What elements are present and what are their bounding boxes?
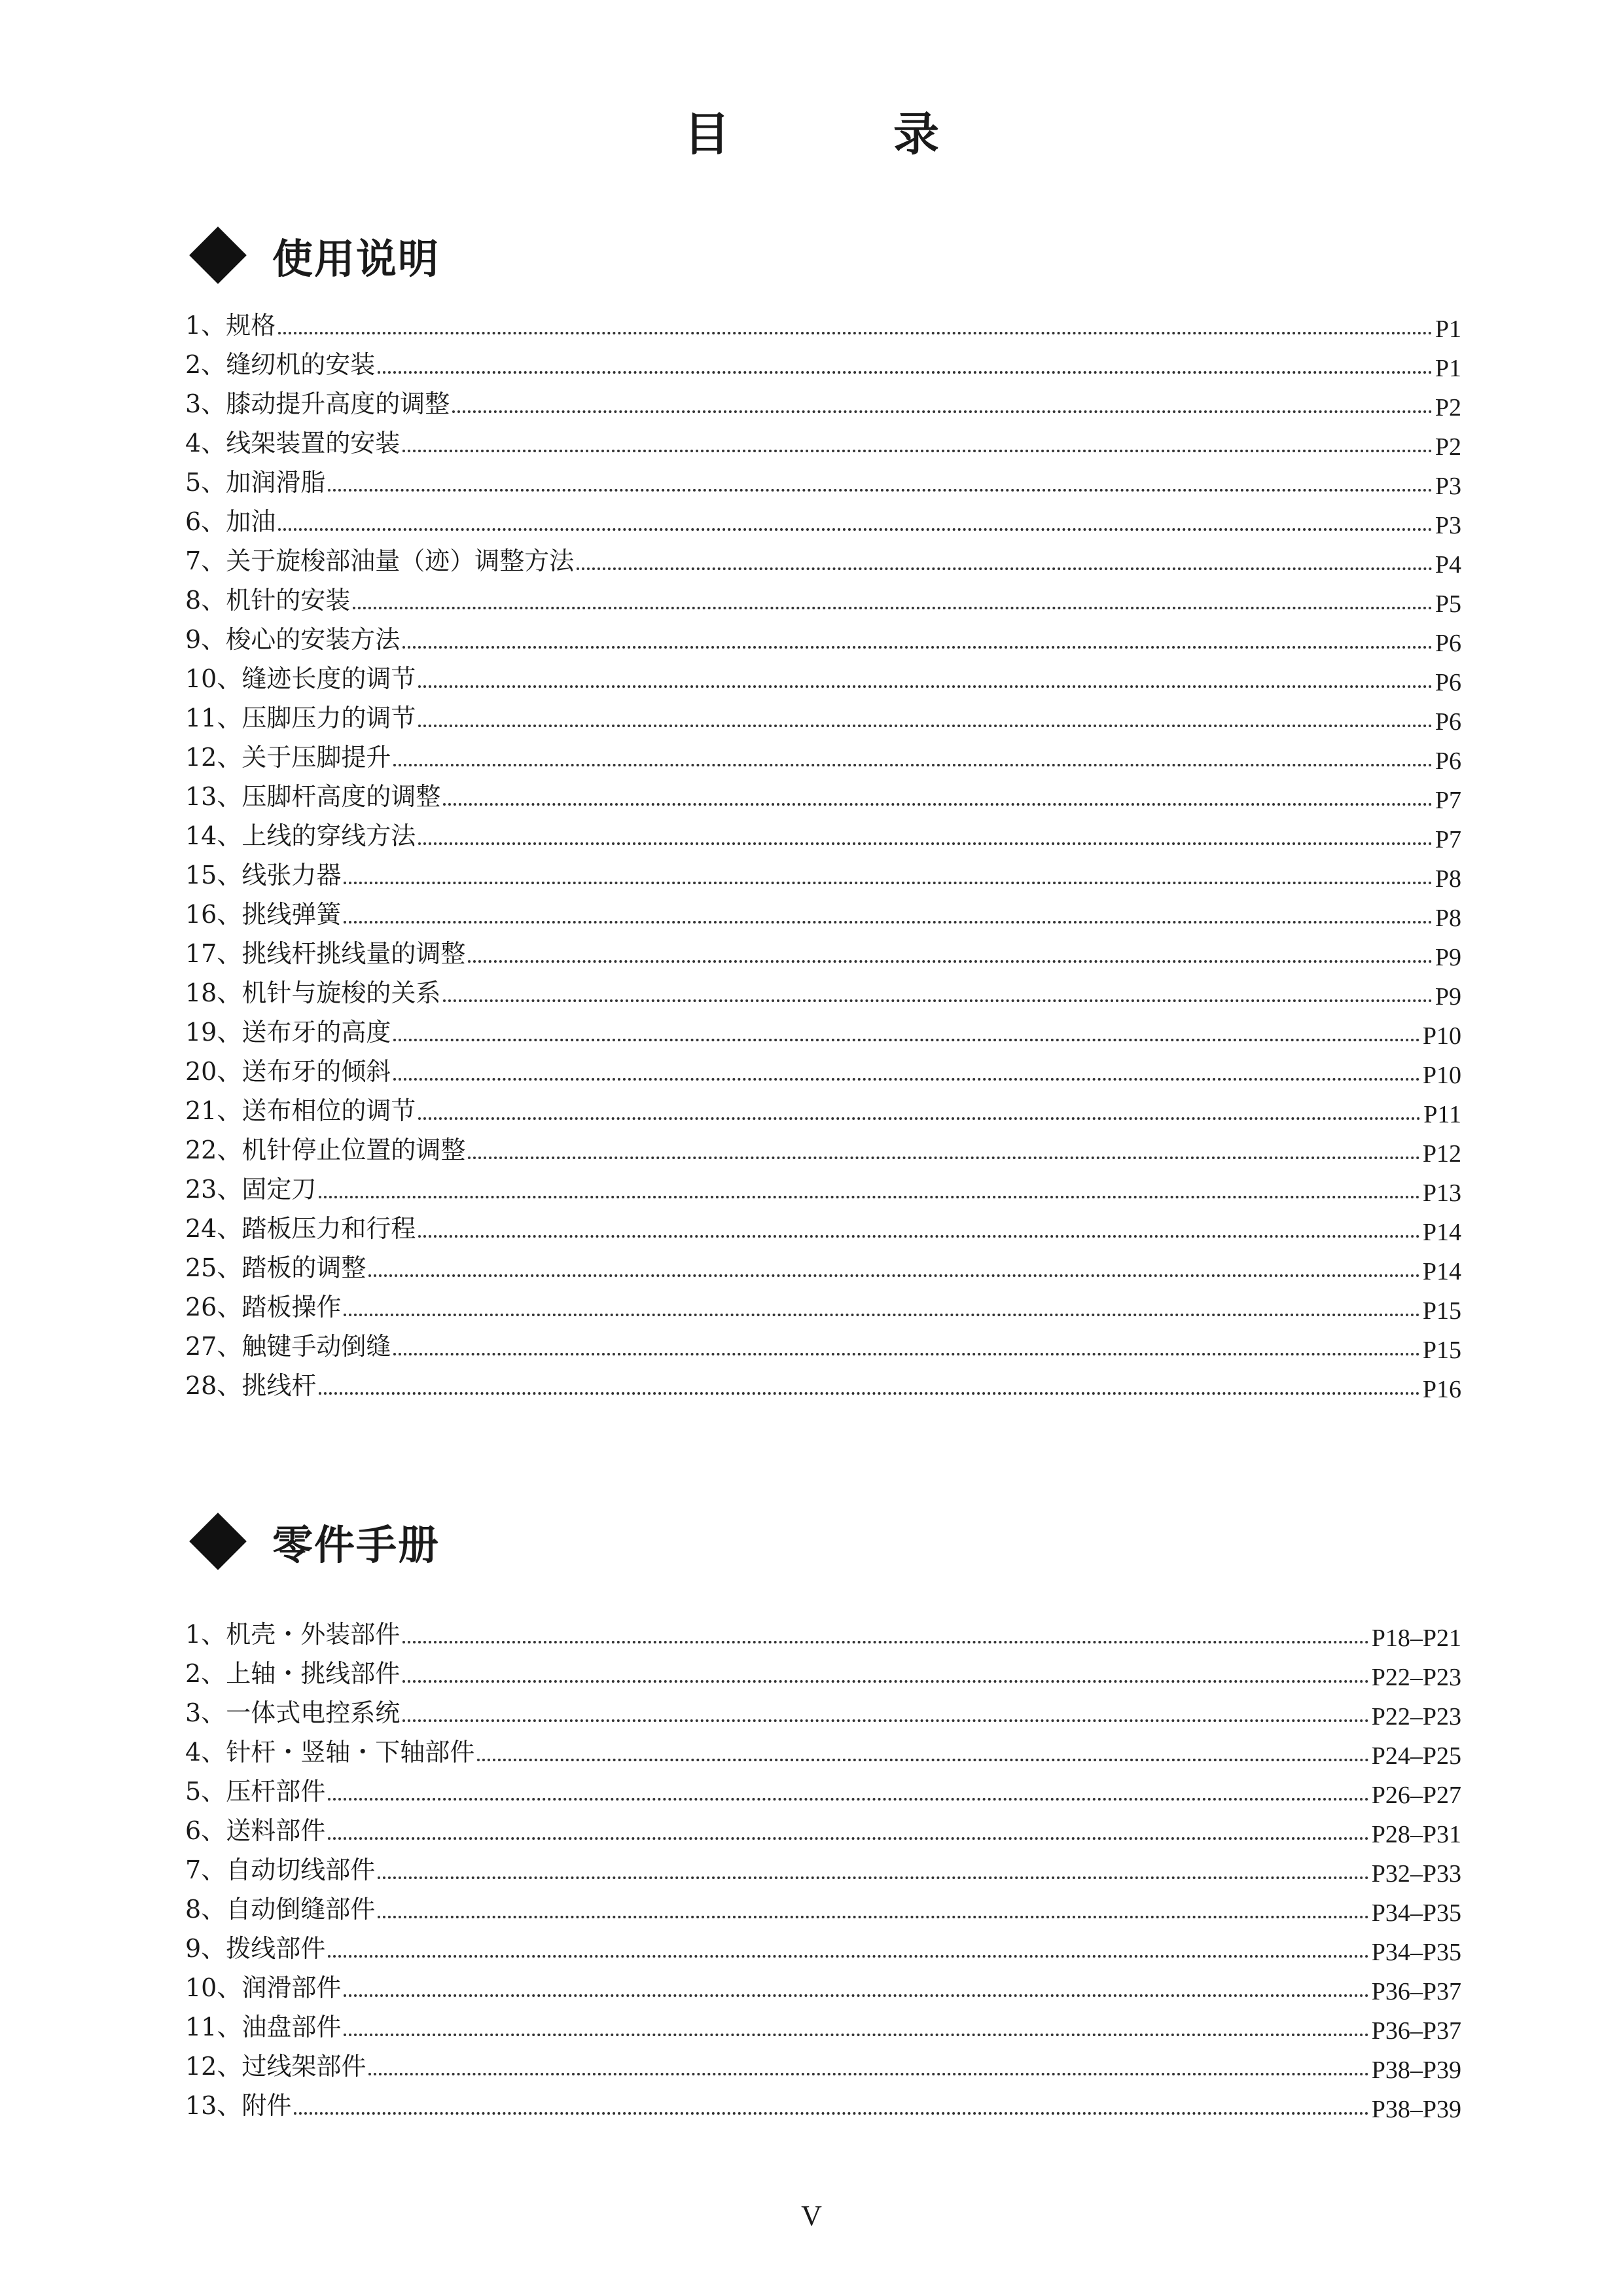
entry-title: 缝纫机的安装 [226, 350, 376, 379]
entry-page-ref: P22–P23 [1371, 1664, 1461, 1691]
entry-number: 26、 [185, 1293, 242, 1321]
toc-entry [185, 2003, 1461, 2045]
entry-page-ref: P11 [1423, 1101, 1461, 1128]
entry-title: 加润滑脂 [226, 468, 326, 497]
entry-page-ref: P9 [1435, 944, 1461, 971]
entry-title: 上轴・挑线部件 [226, 1659, 401, 1688]
entry-page-ref: P2 [1435, 394, 1461, 422]
entry-number: 10、 [185, 1973, 242, 2002]
toc-entry [185, 1846, 1461, 1888]
dot-leader [344, 882, 1432, 884]
toc-entry [185, 1767, 1461, 1809]
toc-entry [185, 380, 1461, 422]
entry-title: 线张力器 [241, 861, 342, 889]
dot-leader [443, 803, 1432, 806]
entry-number: 12、 [185, 743, 242, 772]
entry-page-ref: P10 [1422, 1022, 1461, 1050]
entry-number: 15、 [185, 861, 242, 889]
toc-entry [185, 733, 1461, 775]
entry-title: 压脚杆高度的调整 [241, 782, 441, 811]
toc-entry [185, 1126, 1461, 1168]
section-heading-usage [190, 223, 440, 288]
entry-title: 固定刀 [241, 1175, 317, 1204]
toc-entry [185, 1047, 1461, 1089]
entry-page-ref: P8 [1435, 905, 1461, 932]
entry-number: 2、 [185, 1659, 226, 1688]
dot-leader [418, 725, 1432, 727]
entry-page-ref: P36–P37 [1371, 2017, 1461, 2045]
diamond-bullet-icon [189, 1513, 247, 1570]
entry-number: 19、 [185, 1018, 242, 1047]
toc-entry [185, 1806, 1461, 1846]
entry-title: 挑线弹簧 [241, 900, 342, 929]
entry-number: 11、 [185, 2013, 242, 2041]
entry-page-ref: P6 [1435, 747, 1461, 775]
dot-leader [344, 2034, 1368, 2036]
dot-leader [418, 1117, 1421, 1120]
entry-title: 关于旋梭部油量（迹）调整方法 [226, 547, 575, 575]
entry-title: 梭心的安装方法 [226, 625, 401, 654]
entry-title: 一体式电控系统 [226, 1698, 401, 1727]
toc-entry [185, 1283, 1461, 1325]
toc-entry [185, 1165, 1461, 1207]
dot-leader [468, 1157, 1419, 1159]
entry-number: 25、 [185, 1253, 242, 1282]
entry-page-ref: P7 [1435, 787, 1461, 814]
entry-number: 16、 [185, 900, 242, 929]
entry-title: 踏板操作 [241, 1293, 342, 1321]
dot-leader [319, 1196, 1419, 1198]
entry-page-ref: P28–P31 [1371, 1821, 1461, 1848]
entry-title: 针杆・竖轴・下轴部件 [226, 1738, 475, 1767]
entry-page-ref: P18–P21 [1371, 1624, 1461, 1652]
dot-leader [344, 1994, 1368, 1997]
entry-page-ref: P15 [1422, 1336, 1461, 1364]
dot-leader [402, 1680, 1369, 1683]
entry-title: 送料部件 [226, 1816, 326, 1845]
dot-leader [278, 332, 1433, 334]
toc-entry [185, 1008, 1461, 1050]
entry-title: 过线架部件 [241, 2052, 366, 2081]
section-title: 零件手册 [272, 1520, 440, 1569]
toc-entry [185, 1924, 1461, 1964]
dot-leader [278, 528, 1433, 531]
dot-leader [328, 1798, 1369, 1801]
entry-page-ref: P7 [1435, 826, 1461, 853]
entry-number: 11、 [185, 704, 242, 732]
toc-entry [185, 340, 1461, 380]
toc-entry [185, 1964, 1461, 2003]
entry-number: 4、 [185, 1738, 226, 1767]
entry-page-ref: P38–P39 [1371, 2056, 1461, 2084]
entry-number: 1、 [185, 1620, 226, 1649]
entry-number: 14、 [185, 821, 242, 850]
entry-number: 20、 [185, 1057, 242, 1086]
dot-leader [402, 450, 1433, 452]
entry-page-ref: P2 [1435, 433, 1461, 461]
toc-usage-list [185, 301, 1461, 1401]
toc-entry [185, 929, 1461, 969]
entry-page-ref: P24–P25 [1371, 1742, 1461, 1770]
entry-page-ref: P14 [1422, 1219, 1461, 1246]
entry-page-ref: P6 [1435, 669, 1461, 696]
dot-leader [344, 921, 1432, 924]
dot-leader [477, 1759, 1369, 1761]
entry-title: 送布相位的调节 [241, 1096, 416, 1125]
entry-title: 油盘部件 [241, 2013, 342, 2041]
entry-title: 膝动提升高度的调整 [226, 389, 450, 418]
entry-title: 送布牙的倾斜 [241, 1057, 391, 1086]
dot-leader [378, 371, 1433, 374]
dot-leader [418, 685, 1432, 688]
toc-entry [185, 2042, 1461, 2084]
toc-entry [185, 1649, 1461, 1689]
entry-title: 自动倒缝部件 [226, 1895, 376, 1924]
entry-title: 压脚压力的调节 [241, 704, 416, 732]
toc-entry [185, 615, 1461, 655]
entry-title: 压杆部件 [226, 1777, 326, 1806]
entry-number: 18、 [185, 978, 242, 1007]
entry-page-ref: P34–P35 [1371, 1899, 1461, 1927]
entry-number: 2、 [185, 350, 226, 379]
toc-entry [185, 497, 1461, 537]
toc-entry [185, 576, 1461, 618]
toc-entry [185, 655, 1461, 694]
entry-title: 机壳・外装部件 [226, 1620, 401, 1649]
entry-title: 机针与旋梭的关系 [241, 978, 441, 1007]
dot-leader [418, 1235, 1419, 1238]
dot-leader [393, 764, 1432, 766]
dot-leader [294, 2112, 1368, 2115]
entry-page-ref: P10 [1422, 1062, 1461, 1089]
entry-page-ref: P3 [1435, 473, 1461, 500]
toc-entry [185, 1610, 1461, 1652]
entry-title: 踏板压力和行程 [241, 1214, 416, 1243]
dot-leader [328, 489, 1433, 492]
entry-page-ref: P1 [1435, 315, 1461, 343]
toc-entry [185, 772, 1461, 812]
toc-entry [185, 458, 1461, 500]
entry-number: 3、 [185, 1698, 226, 1727]
dot-leader [319, 1392, 1419, 1395]
entry-page-ref: P16 [1422, 1376, 1461, 1403]
dot-leader [378, 1876, 1369, 1879]
page-number: V [801, 2200, 822, 2232]
entry-page-ref: P36–P37 [1371, 1978, 1461, 2005]
entry-page-ref: P13 [1422, 1179, 1461, 1207]
entry-page-ref: P22–P23 [1371, 1703, 1461, 1731]
entry-page-ref: P26–P27 [1371, 1782, 1461, 1809]
entry-page-ref: P38–P39 [1371, 2096, 1461, 2123]
entry-title: 缝迹长度的调节 [241, 664, 416, 693]
dot-leader [344, 1314, 1419, 1316]
dot-leader [443, 999, 1432, 1002]
entry-number: 3、 [185, 389, 226, 418]
dot-leader [468, 960, 1432, 963]
entry-title: 拨线部件 [226, 1934, 326, 1963]
entry-number: 9、 [185, 1934, 226, 1963]
entry-page-ref: P5 [1435, 590, 1461, 618]
entry-page-ref: P34–P35 [1371, 1939, 1461, 1966]
entry-number: 6、 [185, 507, 226, 536]
toc-entry [185, 301, 1461, 343]
toc-entry [185, 1204, 1461, 1244]
toc-entry [185, 1322, 1461, 1364]
entry-page-ref: P6 [1435, 708, 1461, 736]
dot-leader [378, 1916, 1369, 1918]
dot-leader [353, 607, 1433, 609]
entry-title: 机针的安装 [226, 586, 351, 615]
entry-number: 1、 [185, 311, 226, 340]
diamond-bullet-icon [189, 226, 247, 284]
entry-title: 送布牙的高度 [241, 1018, 391, 1047]
entry-number: 5、 [185, 468, 226, 497]
entry-title: 自动切线部件 [226, 1856, 376, 1884]
entry-number: 13、 [185, 782, 242, 811]
entry-page-ref: P9 [1435, 983, 1461, 1011]
entry-number: 24、 [185, 1214, 242, 1243]
dot-leader [402, 1719, 1369, 1722]
page-title: 目 录 [684, 107, 998, 161]
toc-entry [185, 1244, 1461, 1283]
entry-number: 23、 [185, 1175, 242, 1204]
entry-title: 上线的穿线方法 [241, 821, 416, 850]
entry-title: 挑线杆 [241, 1371, 317, 1400]
toc-entry [185, 1728, 1461, 1770]
dot-leader [393, 1353, 1419, 1355]
entry-number: 6、 [185, 1816, 226, 1845]
dot-leader [577, 567, 1433, 570]
entry-page-ref: P8 [1435, 865, 1461, 893]
entry-title: 挑线杆挑线量的调整 [241, 939, 466, 968]
entry-number: 12、 [185, 2052, 242, 2081]
toc-parts-list [185, 1610, 1461, 2121]
toc-entry [185, 2081, 1461, 2121]
entry-number: 21、 [185, 1096, 242, 1125]
entry-page-ref: P14 [1422, 1258, 1461, 1285]
entry-title: 机针停止位置的调整 [241, 1136, 466, 1164]
toc-entry [185, 890, 1461, 932]
toc-entry [185, 537, 1461, 579]
entry-number: 17、 [185, 939, 242, 968]
entry-title: 附件 [241, 2091, 292, 2120]
entry-number: 13、 [185, 2091, 242, 2120]
entry-number: 22、 [185, 1136, 242, 1164]
dot-leader [402, 1641, 1369, 1643]
entry-number: 8、 [185, 1895, 226, 1924]
dot-leader [393, 1039, 1419, 1041]
toc-entry [185, 694, 1461, 736]
dot-leader [328, 1955, 1369, 1958]
entry-title: 线架装置的安装 [226, 429, 401, 457]
entry-title: 踏板的调整 [241, 1253, 366, 1282]
dot-leader [368, 1274, 1419, 1277]
toc-entry [185, 1689, 1461, 1731]
entry-title: 触键手动倒缝 [241, 1332, 391, 1361]
entry-number: 27、 [185, 1332, 242, 1361]
toc-entry [185, 1361, 1461, 1401]
toc-entry [185, 1885, 1461, 1927]
entry-number: 28、 [185, 1371, 242, 1400]
dot-leader [452, 410, 1433, 413]
dot-leader [402, 646, 1433, 649]
entry-number: 10、 [185, 664, 242, 693]
entry-title: 润滑部件 [241, 1973, 342, 2002]
entry-page-ref: P12 [1422, 1140, 1461, 1168]
entry-page-ref: P1 [1435, 355, 1461, 382]
entry-number: 5、 [185, 1777, 226, 1806]
section-title: 使用说明 [272, 234, 440, 283]
toc-entry [185, 419, 1461, 461]
entry-page-ref: P6 [1435, 630, 1461, 657]
entry-number: 4、 [185, 429, 226, 457]
entry-number: 7、 [185, 547, 226, 575]
entry-page-ref: P4 [1435, 551, 1461, 579]
toc-entry [185, 851, 1461, 893]
entry-title: 规格 [226, 311, 276, 340]
dot-leader [368, 2073, 1368, 2075]
entry-title: 加油 [226, 507, 276, 536]
toc-entry [185, 1086, 1461, 1126]
toc-entry [185, 812, 1461, 851]
entry-number: 8、 [185, 586, 226, 615]
entry-number: 7、 [185, 1856, 226, 1884]
dot-leader [328, 1837, 1369, 1840]
entry-page-ref: P15 [1422, 1297, 1461, 1325]
dot-leader [393, 1078, 1419, 1081]
entry-title: 关于压脚提升 [241, 743, 391, 772]
entry-number: 9、 [185, 625, 226, 654]
section-heading-parts [190, 1509, 440, 1574]
dot-leader [418, 842, 1432, 845]
entry-page-ref: P3 [1435, 512, 1461, 539]
toc-entry [185, 969, 1461, 1011]
entry-page-ref: P32–P33 [1371, 1860, 1461, 1888]
